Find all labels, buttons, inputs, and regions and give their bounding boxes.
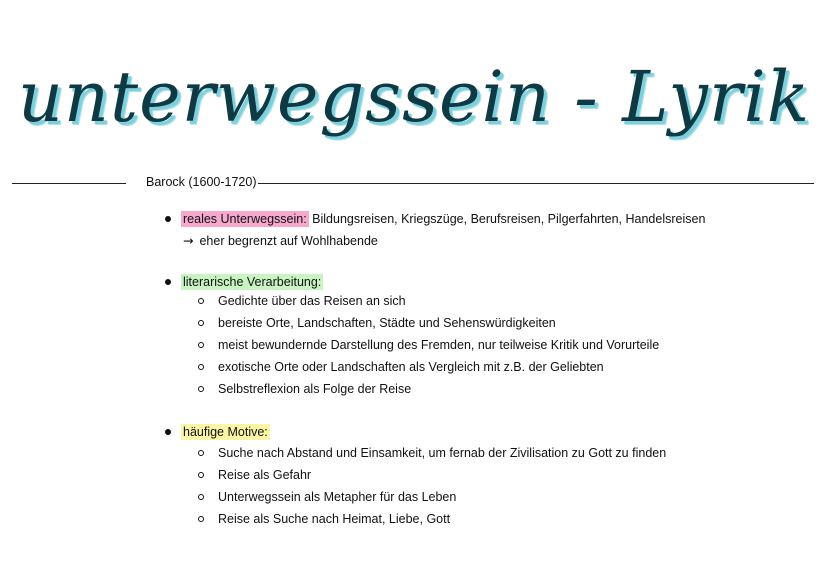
circle-bullet-icon <box>198 342 204 348</box>
list-item: bereiste Orte, Landschaften, Städte und Sehenswürdigkeiten <box>218 316 556 330</box>
section-literary <box>183 274 323 290</box>
list-item: Selbstreflexion als Folge der Reise <box>218 382 412 396</box>
note-line <box>183 233 378 249</box>
list-item: Suche nach Abstand und Einsamkeit, um fernab der Zivilisation zu Gott zu finden <box>218 446 667 460</box>
section-heading: häufige Motive: <box>183 425 268 439</box>
circle-bullet-icon <box>198 320 204 326</box>
section-heading: literarische Verarbeitung: <box>183 275 322 289</box>
circle-bullet-icon <box>198 450 204 456</box>
section-motifs <box>183 424 270 440</box>
period-label: Barock (1600-1720) <box>146 175 257 189</box>
list-item: exotische Orte oder Landschaften als Vergleich mit z.B. der Geliebten <box>218 360 604 374</box>
list-item: Unterwegssein als Metapher für das Leben <box>218 490 457 504</box>
section-heading: reales Unterwegssein: <box>183 212 307 226</box>
page-title: unterwegssein - Lyrik <box>17 56 811 138</box>
list-item: Reise als Suche nach Heimat, Liebe, Gott <box>218 512 451 526</box>
arrow-right-icon: → <box>183 233 194 248</box>
circle-bullet-icon <box>198 516 204 522</box>
list-item: meist bewundernde Darstellung des Fremden, nur teilweise Kritik und Vorurteile <box>218 338 660 352</box>
section-text: Bildungsreisen, Kriegszüge, Berufsreisen, Pilgerfahrten, Handelsreisen <box>308 212 706 226</box>
circle-bullet-icon <box>198 386 204 392</box>
divider-right <box>258 183 814 184</box>
list-item: Reise als Gefahr <box>218 468 312 482</box>
note-text: eher begrenzt auf Wohlhabende <box>199 234 378 248</box>
circle-bullet-icon <box>198 298 204 304</box>
circle-bullet-icon <box>198 494 204 500</box>
divider-left <box>12 183 126 184</box>
circle-bullet-icon <box>198 364 204 370</box>
circle-bullet-icon <box>198 472 204 478</box>
bullet-icon <box>165 429 171 435</box>
section-real-travel <box>183 211 705 227</box>
bullet-icon <box>165 216 171 222</box>
bullet-icon <box>165 279 171 285</box>
list-item: Gedichte über das Reisen an sich <box>218 294 406 308</box>
